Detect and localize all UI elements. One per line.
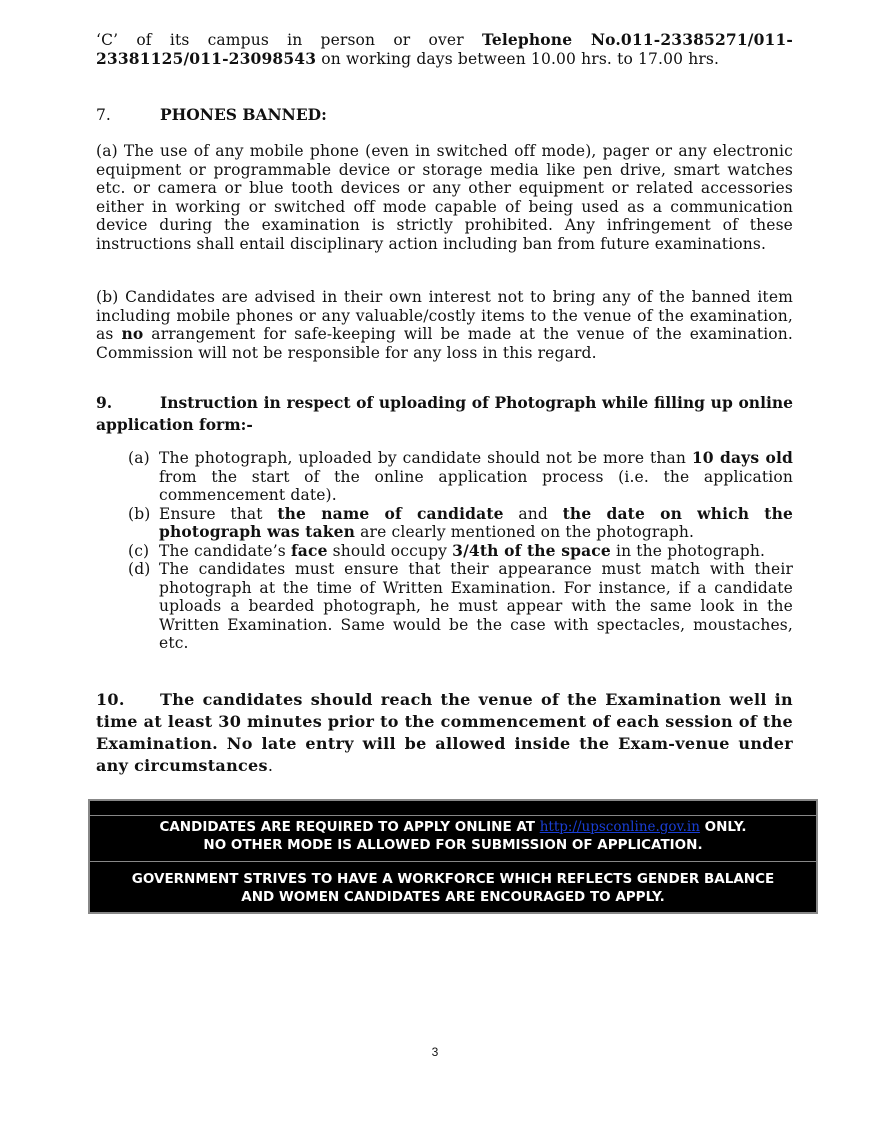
section-7-number: 7.	[96, 106, 111, 124]
notice-gender-balance	[90, 871, 816, 906]
notice-text: CANDIDATES ARE REQUIRED TO APPLY ONLINE AT	[159, 819, 540, 835]
upsconline-link[interactable]: http://upsconline.gov.in	[539, 819, 700, 835]
list-marker: (b)	[128, 504, 151, 523]
list-item	[128, 542, 793, 561]
list-text: and	[503, 504, 563, 523]
list-item	[128, 449, 793, 505]
list-text: The candidates must ensure that their appearance must match with their photograph at the time of Written Examination. For instance, if a candidate uploads a bearded photograph, he must appear with the same look in the Written Examination. Same would be the case with spectacles, moustaches, etc.	[159, 560, 793, 652]
application-notice-box	[88, 799, 818, 914]
para-b-text-start: (b) Candidates are advised in their own interest not to bring any of the banned item including mobile phones or any valuable/costly items to the venue of the examination, as	[96, 288, 793, 343]
para-b-text-end: arrangement for safe-keeping will be made at the venue of the examination. Commission will not be responsible for any loss in this regard.	[96, 325, 793, 362]
section-9-title: Instruction in respect of uploading of Photograph while filling up online application form:-	[96, 393, 793, 434]
contact-paragraph	[96, 31, 793, 68]
list-emphasis: 10 days old	[691, 448, 793, 467]
list-emphasis: the date on which the photograph was taken	[159, 503, 794, 541]
section-10-period: .	[267, 756, 274, 775]
notice-line-1	[90, 819, 816, 837]
list-text: The candidate’s	[159, 541, 291, 560]
para-b-emphasis: no	[121, 324, 144, 343]
section-7-heading	[96, 106, 793, 124]
list-marker: (c)	[128, 541, 150, 560]
list-emphasis: the name of candidate	[277, 503, 504, 523]
list-item	[128, 560, 793, 653]
notice-line-3: GOVERNMENT STRIVES TO HAVE A WORKFORCE WHICH REFLECTS GENDER BALANCE	[131, 871, 775, 887]
list-text: Ensure that	[159, 504, 278, 523]
list-text: The photograph, uploaded by candidate should not be more than	[159, 449, 692, 467]
section-7-title: PHONES BANNED:	[160, 105, 327, 124]
section-10-text: The candidates should reach the venue of the Examination well in time at least 30 minutes prior to the commencement of each session of the Examination. No late entry will be allowed inside the Exam-venue under any circumstances	[96, 690, 793, 775]
working-hours-text: on working days between 10.00 hrs. to 17.00 hrs.	[316, 49, 720, 68]
section-9-heading	[96, 392, 793, 436]
section-7-paragraph-b	[96, 288, 793, 362]
telephone-numbers: Telephone No.011-23385271/011-23381125/011-23098543	[96, 30, 793, 68]
notice-online-apply	[90, 819, 816, 854]
notice-line-2: NO OTHER MODE IS ALLOWED FOR SUBMISSION OF APPLICATION.	[203, 836, 703, 853]
list-text: are clearly mentioned on the photograph.	[355, 523, 695, 541]
list-item	[128, 505, 793, 542]
list-marker: (a)	[128, 449, 150, 467]
section-10-paragraph	[96, 689, 793, 777]
notice-divider	[90, 815, 816, 816]
list-emphasis: face	[290, 540, 328, 560]
photograph-instructions-list	[128, 449, 793, 653]
list-text: from the start of the online application process (i.e. the application commencement date).	[159, 467, 793, 504]
list-emphasis: 3/4th of the space	[452, 540, 611, 560]
section-10-number: 10.	[96, 690, 125, 709]
section-9-number: 9.	[96, 393, 113, 412]
list-marker: (d)	[128, 560, 151, 578]
contact-text: ‘C’ of its campus in person or over	[96, 31, 482, 49]
notice-line-4: AND WOMEN CANDIDATES ARE ENCOURAGED TO APPLY.	[241, 888, 665, 905]
list-text: in the photograph.	[610, 541, 766, 560]
page-number: 3	[431, 1045, 439, 1059]
notice-divider	[90, 861, 816, 862]
notice-text: ONLY.	[699, 819, 747, 835]
section-7-paragraph-a: (a) The use of any mobile phone (even in switched off mode), pager or any electronic equipment or programmable device or storage media like pen drive, smart watches etc. or camera or blue tooth devices or any other equipment or related accessories either in working or switched off mode capable of being used as a communication device during the examination is strictly prohibited. Any infringement of these instructions shall entail disciplinary action including ban from future examinations.	[96, 142, 793, 253]
list-text: should occupy	[327, 541, 453, 560]
